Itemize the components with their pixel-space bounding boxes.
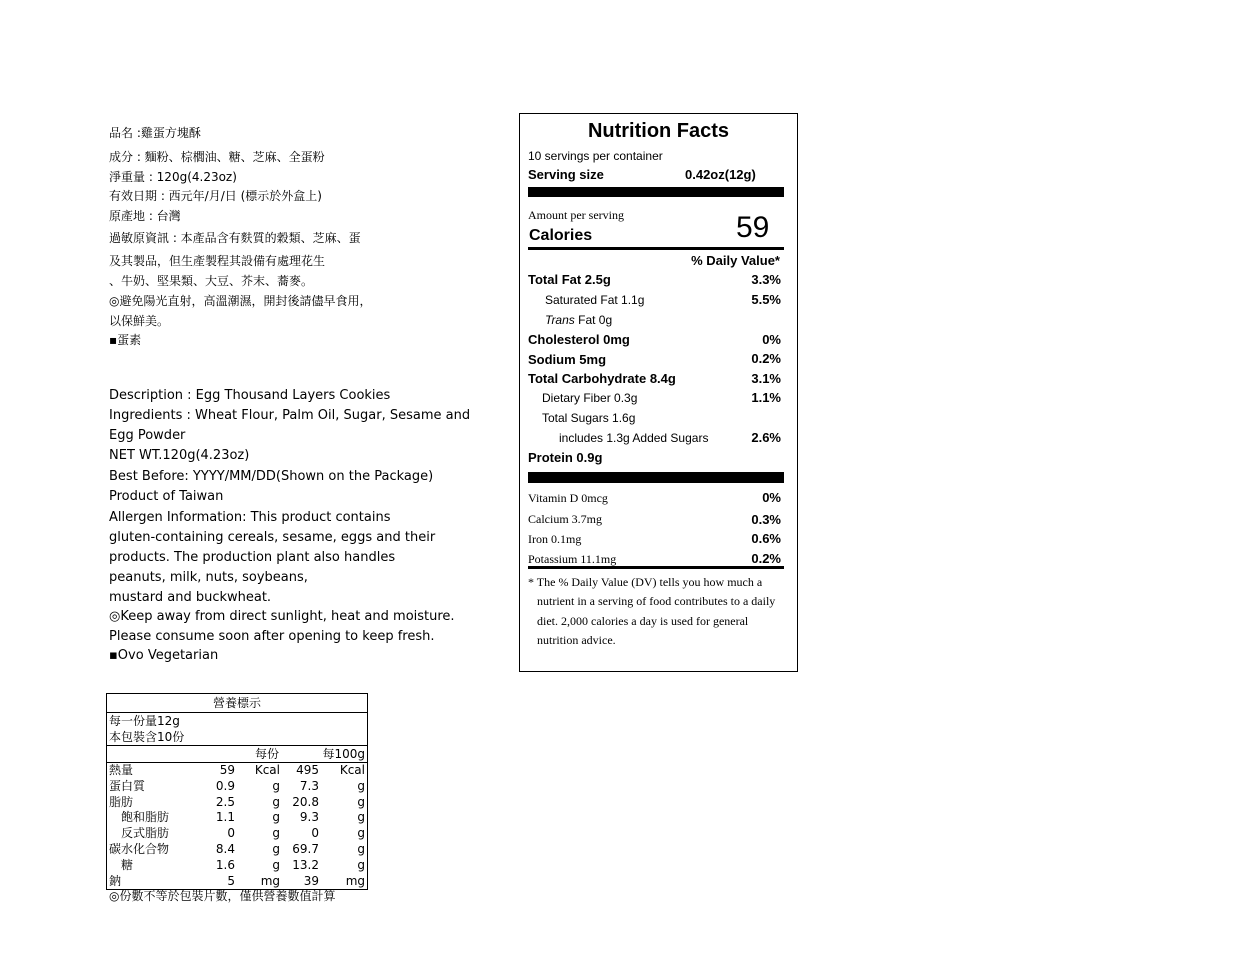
en-allergen-line: peanuts, milk, nuts, soybeans, [109,570,308,585]
nf-potassium: Potassium 11.1mg [528,552,617,566]
tw-cell-per-100g: 7.3 [299,778,319,793]
tw-cell-per-serving: 2.5 [215,794,235,809]
tw-cell-unit: mg [345,873,365,888]
tw-cell-unit: g [272,826,280,841]
nf-calcium: Calcium 3.7mg [528,512,602,526]
en-ingredients-line: Ingredients : Wheat Flour, Palm Oil, Sugar, Sesame and [109,408,471,423]
nf-vitamin-d: Vitamin D 0mcg [528,491,608,505]
nf-serving-size-label: Serving size [528,167,604,182]
nf-vitamin-d-dv: 0% [762,490,781,505]
nf-footnote-line: nutrient in a serving of food contributes to a daily [537,594,776,608]
zh-allergen-line: 、牛奶、堅果類、大豆、芥末、蕎麥。 [109,274,314,288]
tw-table-row [107,795,367,811]
tw-table-row [107,810,367,826]
tw-cell-unit: g [272,841,280,856]
tw-table-row [107,763,367,779]
nf-dietary-fiber-dv: 1.1% [751,390,781,405]
nf-amount-per-serving: Amount per serving [528,208,624,222]
tw-cell-name: 鈉 [109,873,122,888]
nf-calories-label: Calories [529,227,593,244]
tw-cell-per-100g: 39 [303,873,319,888]
zh-storage-line: ◎避免陽光直射，高溫潮濕，開封後請儘早食用， [109,294,372,308]
tw-cell-per-100g: 495 [296,763,319,777]
zh-ingredients: 成分 : 麵粉、棕櫚油、糖、芝麻、全蛋粉 [109,150,325,164]
tw-table-row [107,826,367,842]
nf-thick-divider [528,187,784,197]
en-description: Description : Egg Thousand Layers Cookies [109,388,391,403]
tw-serving-size: 每一份量12g [109,714,180,728]
tw-cell-per-serving: 8.4 [215,841,235,856]
tw-cell-per-serving: 5 [227,873,235,888]
nf-saturated-fat: Saturated Fat 1.1g [545,293,645,307]
tw-column-header [107,745,367,763]
tw-cell-name: 反式脂肪 [121,826,170,841]
tw-cell-per-serving: 1.1 [215,810,235,825]
nf-total-carbohydrate: Total Carbohydrate 8.4g [528,371,676,386]
zh-diet: ▪蛋素 [109,333,142,347]
nf-added-sugars: includes 1.3g Added Sugars [559,431,709,445]
tw-cell-per-100g: 20.8 [292,794,319,809]
tw-cell-unit: Kcal [339,763,365,777]
nf-thick-divider [528,472,784,483]
tw-cell-per-serving: 1.6 [215,857,235,872]
tw-table-row [107,858,367,874]
nf-footnote-line: nutrition advice. [537,633,616,647]
en-best-before: Best Before: YYYY/MM/DD(Shown on the Package) [109,469,434,484]
tw-cell-unit: g [357,810,365,825]
tw-cell-unit: g [272,857,280,872]
nf-total-carbohydrate-dv: 3.1% [751,371,781,386]
nf-iron-dv: 0.6% [751,531,781,546]
nf-sodium: Sodium 5mg [528,352,607,367]
nf-servings-per-container: 10 servings per container [528,149,663,163]
tw-cell-name: 飽和脂肪 [121,810,170,825]
tw-table-row [107,779,367,795]
en-origin: Product of Taiwan [109,489,224,504]
en-allergen-line: gluten-containing cereals, sesame, eggs and their [109,530,436,545]
nf-serving-size-value: 0.42oz(12g) [685,167,756,182]
zh-storage-line: 以保鮮美。 [109,314,170,328]
zh-origin: 原產地 : 台灣 [109,209,181,223]
nf-saturated-fat-dv: 5.5% [751,292,781,307]
tw-cell-per-100g: 0 [311,826,319,841]
zh-allergen-line: 及其製品，但生產製程其設備有處理花生 [109,254,326,268]
nf-title: Nutrition Facts [587,120,730,142]
tw-cell-per-100g: 69.7 [292,841,319,856]
tw-table-row [107,842,367,858]
tw-cell-unit: mg [260,873,280,888]
tw-cell-per-serving: 59 [219,763,235,777]
tw-cell-unit: g [357,794,365,809]
nf-total-sugars: Total Sugars 1.6g [542,411,636,425]
tw-col-per-serving: 每份 [255,747,280,761]
nf-cholesterol-dv: 0% [762,332,781,347]
zh-net-weight: 淨重量 : 120g(4.23oz) [109,170,237,184]
nf-added-sugars-dv: 2.6% [751,430,781,445]
tw-cell-per-serving: 0.9 [215,778,235,793]
nf-calcium-dv: 0.3% [751,512,781,527]
tw-table-body [107,763,367,889]
tw-cell-name: 蛋白質 [109,778,146,793]
nf-medium-divider [528,247,784,250]
nf-dietary-fiber: Dietary Fiber 0.3g [542,391,638,405]
nf-iron: Iron 0.1mg [528,532,582,546]
tw-cell-unit: g [357,841,365,856]
en-allergen-line: Allergen Information: This product contains [109,510,391,525]
tw-cell-name: 糖 [121,857,134,872]
tw-cell-name: 脂肪 [109,794,134,809]
tw-cell-per-serving: 0 [227,826,235,841]
en-storage-line: ◎Keep away from direct sunlight, heat and moisture. [109,609,455,624]
tw-cell-per-100g: 13.2 [292,857,319,872]
nf-total-fat-dv: 3.3% [751,272,781,287]
tw-cell-unit: g [357,857,365,872]
nf-sodium-dv: 0.2% [751,351,781,366]
zh-allergen-line: 過敏原資訊 : 本產品含有麩質的穀類、芝麻、蛋 [109,231,361,245]
nf-footnote-line: diet. 2,000 calories a day is used for general [537,614,749,628]
nf-protein: Protein 0.9g [528,450,603,465]
tw-cell-per-100g: 9.3 [299,810,319,825]
nf-medium-divider [528,566,784,569]
tw-cell-unit: g [357,778,365,793]
en-allergen-line: mustard and buckwheat. [109,590,272,605]
tw-footnote: ◎份數不等於包裝片數，僅供營養數值計算 [109,889,336,903]
tw-cell-name: 碳水化合物 [109,841,170,856]
tw-cell-unit: Kcal [254,763,280,777]
nf-total-fat: Total Fat 2.5g [528,272,611,287]
tw-cell-name: 熱量 [109,763,134,777]
nf-potassium-dv: 0.2% [751,551,781,566]
nf-calories-value: 59 [736,211,770,244]
nf-dv-header: % Daily Value* [691,253,780,268]
nf-footnote-line: * The % Daily Value (DV) tells you how much a [528,575,763,589]
nf-trans-fat: Trans Fat 0g [545,313,613,327]
en-ingredients-line: Egg Powder [109,428,186,443]
tw-cell-unit: g [272,778,280,793]
nf-cholesterol: Cholesterol 0mg [528,332,630,347]
en-diet: ▪Ovo Vegetarian [109,648,219,663]
tw-col-per-100g: 每100g [322,747,365,761]
tw-cell-unit: g [272,794,280,809]
nutrition-facts-panel [519,113,798,672]
en-net-wt: NET WT.120g(4.23oz) [109,448,250,463]
tw-table-title: 營養標示 [107,694,367,713]
zh-expiry: 有效日期 : 西元年/月/日 (標示於外盒上) [109,189,322,203]
zh-product-name: 品名 :雞蛋方塊酥 [109,126,201,140]
tw-cell-unit: g [272,810,280,825]
tw-servings: 本包裝含10份 [109,730,185,744]
tw-cell-unit: g [357,826,365,841]
en-storage-line: Please consume soon after opening to keep fresh. [109,629,435,644]
en-allergen-line: products. The production plant also handles [109,550,396,565]
tw-nutrition-table [106,693,368,890]
